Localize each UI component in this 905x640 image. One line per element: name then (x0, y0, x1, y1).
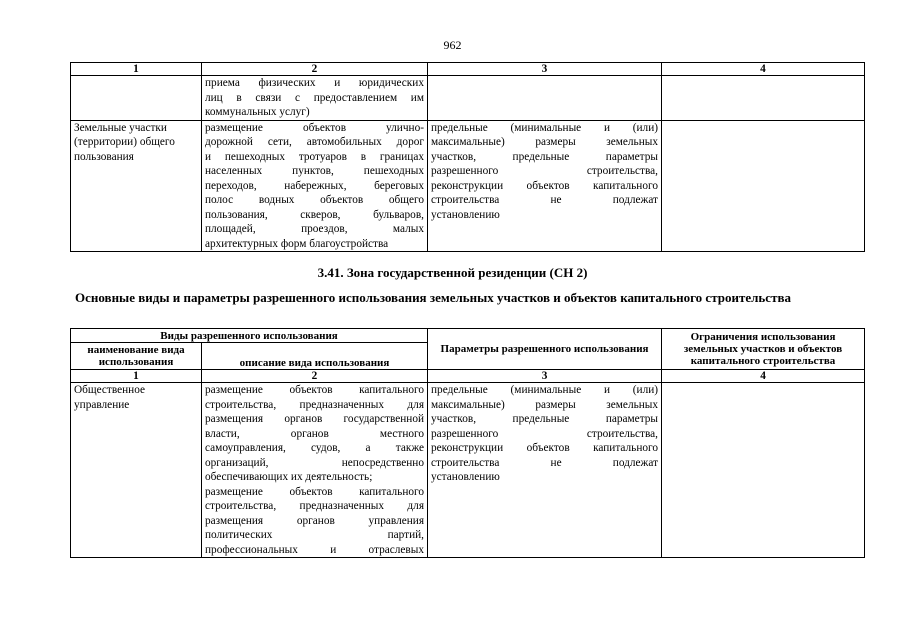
text-line: размещение объектов капитального (205, 485, 425, 498)
text-line: максимальные) размеры земельных (431, 136, 658, 148)
text-line: реконструкции объектов капитального (431, 442, 659, 454)
header-limits: Ограничения использования земельных участков и объектов капитального строительства (662, 329, 865, 370)
text-line: предельные (минимальные и (или) (431, 121, 658, 134)
name-cell (71, 76, 202, 121)
column-numbers-row (71, 63, 865, 76)
text-line: дорожной сети, автомобильных дорог (205, 136, 424, 148)
params-cell (428, 120, 662, 252)
text-line: максимальные) размеры земельных (431, 398, 659, 411)
header-name: наименование вида использования (71, 343, 202, 370)
text-line: разрешенного строительства, (431, 427, 659, 440)
text-line: политических партий, (205, 529, 425, 541)
col-number: 4 (662, 370, 865, 383)
text-line: установлению (431, 471, 500, 483)
text-line: размещения органов государственной (205, 413, 425, 425)
col-number: 2 (202, 63, 428, 76)
limits-cell (662, 120, 865, 252)
text-line: строительства, предназначенных для (205, 398, 425, 411)
limits-cell (662, 383, 865, 558)
limits-cell (662, 76, 865, 121)
table-row (71, 120, 865, 252)
zone-title: 3.41. Зона государственной резиденции (СН 2) (317, 265, 588, 280)
column-numbers-row (71, 370, 865, 383)
text-line: участков, предельные параметры (431, 150, 658, 163)
col-number: 1 (71, 63, 202, 76)
table-row (71, 383, 865, 558)
params-cell (428, 383, 662, 558)
text-line: населенных пунктов, пешеходных (205, 165, 424, 177)
description-cell (202, 383, 428, 558)
header-params: Параметры разрешенного использования (428, 329, 662, 370)
col-number: 2 (202, 370, 428, 383)
col-number: 1 (71, 370, 202, 383)
text-line: предельные (минимальные и (или) (431, 384, 659, 396)
text-line: строительства не подлежат (431, 194, 658, 206)
page-number: 962 (443, 38, 462, 52)
text-line: полос водных объектов общего (205, 194, 424, 206)
col-number: 3 (428, 63, 662, 76)
text-line: организаций, непосредственно (205, 456, 425, 469)
table-continuation (70, 62, 865, 252)
text-line: Земельные участки (74, 121, 167, 134)
text-line: размещение объектов улично- (205, 121, 424, 134)
name-cell (71, 120, 202, 252)
col-number: 3 (428, 370, 662, 383)
text-line: строительства, предназначенных для (205, 500, 425, 512)
text-line: архитектурных форм благоустройства (205, 237, 389, 250)
description-cell (202, 120, 428, 252)
text-line: пользования (74, 150, 134, 163)
section-title: Основные виды и параметры разрешенного использования земельных участков и объектов капитального строительства (75, 290, 791, 305)
text-line: строительства не подлежат (431, 456, 659, 469)
description-cell (202, 76, 428, 121)
text-line: пользования, скверов, бульваров, (205, 208, 424, 221)
table-main-uses (70, 328, 865, 558)
header-row (71, 329, 865, 343)
text-line: и пешеходных тротуаров в границах (205, 150, 424, 163)
text-line: (территории) общего (74, 136, 175, 148)
text-line: размещение объектов капитального (205, 384, 425, 396)
text-line: обеспечивающих их деятельность; (205, 471, 373, 483)
text-line: лиц в связи с предоставлением им (205, 91, 424, 104)
text-line: размещения органов управления (205, 514, 425, 527)
text-line: площадей, проездов, малых (205, 223, 424, 235)
header-group: Виды разрешенного использования (71, 329, 428, 343)
text-line: приема физических и юридических (205, 77, 424, 89)
text-line: Общественное (74, 384, 146, 396)
text-line: переходов, набережных, береговых (205, 179, 424, 192)
text-line: коммунальных услуг) (205, 106, 310, 118)
text-line: разрешенного строительства, (431, 165, 658, 177)
text-line: установлению (431, 208, 500, 221)
table-row (71, 76, 865, 121)
text-line: управление (74, 398, 130, 411)
text-line: власти, органов местного (205, 427, 425, 440)
params-cell (428, 76, 662, 121)
text-line: самоуправления, судов, а также (205, 442, 425, 454)
header-description: описание вида использования (202, 343, 428, 370)
text-line: участков, предельные параметры (431, 413, 659, 425)
text-line: реконструкции объектов капитального (431, 179, 658, 192)
name-cell (71, 383, 202, 558)
text-line: профессиональных и отраслевых (205, 543, 425, 556)
col-number: 4 (662, 63, 865, 76)
